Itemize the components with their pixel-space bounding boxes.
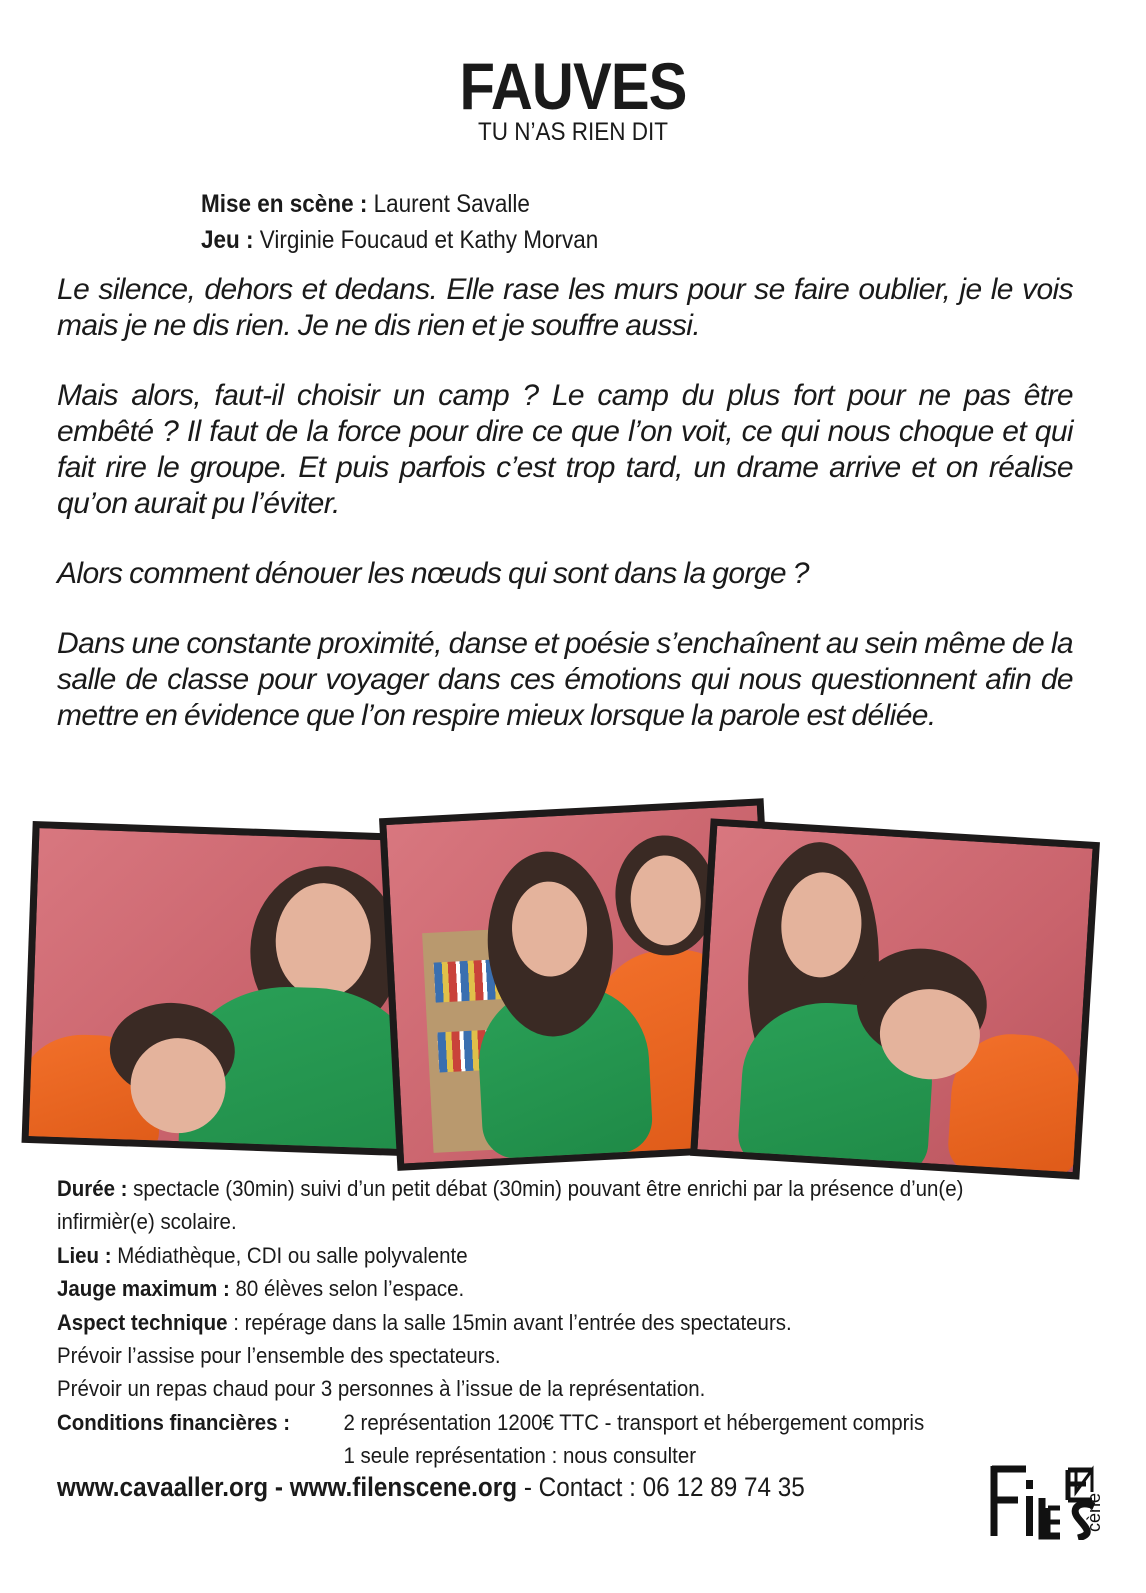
description-paragraph-1: Le silence, dehors et dedans. Elle rase les murs pour se faire oublier, je le vois mais je ne dis rien. Je ne dis rien et je souffre aussi. — [57, 273, 1073, 342]
description — [57, 272, 1073, 768]
info-capacity — [57, 1272, 1024, 1305]
info-conditions — [57, 1406, 1024, 1439]
info-technical-value: : repérage dans la salle 15min avant l’entrée des spectateurs. — [233, 1309, 792, 1335]
info-capacity-label: Jauge maximum : — [57, 1276, 230, 1302]
credit-direction — [201, 186, 598, 222]
info-conditions-label: Conditions financières : — [57, 1409, 291, 1435]
info-technical-label: Aspect technique — [57, 1309, 228, 1335]
footer-phone: - Contact : 06 12 89 74 35 — [523, 1472, 805, 1502]
info-technical-seating: Prévoir l’assise pour l’ensemble des spectateurs. — [57, 1343, 501, 1369]
info-conditions-value-2: 1 seule représentation : nous consulter — [343, 1443, 697, 1469]
info-duration-continued: infirmièr(e) scolaire. — [57, 1209, 237, 1235]
info-place-label: Lieu : — [57, 1242, 112, 1268]
practical-info — [57, 1172, 1097, 1473]
info-conditions-value-1: 2 représentation 1200€ TTC - transport et hébergement compris — [343, 1409, 925, 1435]
description-paragraph-3: Alors comment dénouer les nœuds qui sont dans la gorge ? — [57, 557, 809, 590]
photo-laughing — [22, 821, 443, 1157]
credits — [201, 186, 642, 258]
info-duration-label: Durée : — [57, 1176, 128, 1201]
info-place — [57, 1239, 1024, 1272]
fil-en-scene-logo-icon — [988, 1462, 1112, 1540]
credit-cast-value: Virginie Foucaud et Kathy Morvan — [259, 226, 599, 254]
info-duration-value: spectacle (30min) suivi d’un petit débat (30min) pouvant être enrichi par la présence d’un(e) — [133, 1176, 964, 1201]
credit-cast-label: Jeu : — [201, 226, 254, 254]
info-technical-meal: Prévoir un repas chaud pour 3 personnes à l’issue de la représentation. — [57, 1376, 706, 1402]
footer-contact — [57, 1472, 805, 1503]
info-duration — [57, 1172, 1024, 1205]
page-title: FAUVES — [459, 49, 687, 123]
info-technical — [57, 1306, 1024, 1339]
photo-comfort — [690, 818, 1100, 1179]
svg-text:cène: cène — [1084, 1492, 1104, 1532]
description-paragraph-4: Dans une constante proximité, danse et poésie s’enchaînent au sein même de la salle de classe pour voyager dans ces émotions qui nous questionnent afin de mettre en évidence que l’on respire mieux lorsque la parole est déliée. — [57, 627, 1073, 732]
info-place-value: Médiathèque, CDI ou salle polyvalente — [117, 1242, 468, 1268]
credit-cast — [201, 222, 598, 258]
page-subtitle: TU N’AS RIEN DIT — [477, 118, 669, 146]
credit-direction-value: Laurent Savalle — [373, 190, 530, 218]
info-capacity-value: 80 élèves selon l’espace. — [235, 1276, 465, 1302]
description-paragraph-2: Mais alors, faut-il choisir un camp ? Le camp du plus fort pour ne pas être embêté ? Il faut de la force pour dire ce que l’on voit, ce qui nous choque et qui fait rire le groupe. Et puis parfois c’est trop tard, un drame arrive et on réalise qu’on aurait pu l’éviter. — [57, 379, 1073, 520]
footer-websites[interactable]: www.cavaaller.org - www.filenscene.org — [57, 1472, 518, 1502]
credit-direction-label: Mise en scène : — [201, 190, 368, 218]
